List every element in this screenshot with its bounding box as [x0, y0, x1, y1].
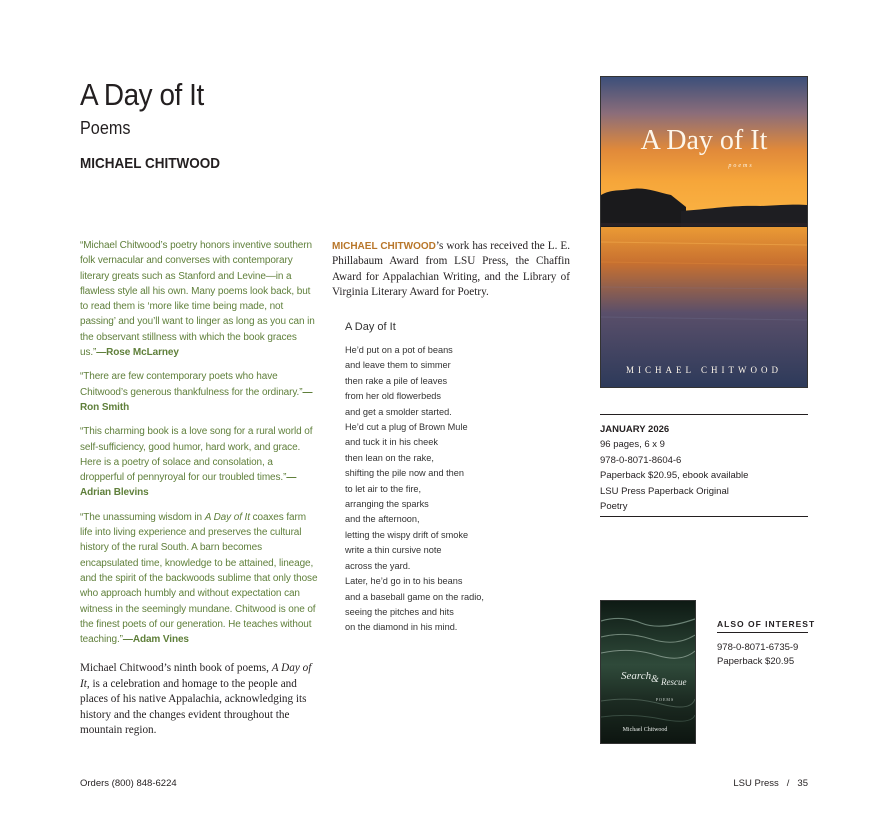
poem-title: A Day of It: [345, 321, 396, 333]
related-cover-amp: &: [651, 674, 659, 685]
poem-line: from her old flowerbeds: [345, 391, 442, 402]
book-cover: [600, 76, 808, 388]
author-bio: MICHAEL CHITWOOD’s work has received the L. E. Phillabaum Award from LSU Press, the Chaffin Award for Appalachian Writing, and the Library of Virginia Literary Award for Poetry.: [332, 240, 570, 299]
poem-line: seeing the pitches and hits: [345, 606, 454, 617]
poem-line: He’d put on a pot of beans: [345, 345, 453, 355]
poem-line: shifting the pile now and then: [345, 468, 465, 479]
related-cover-title-b: Rescue: [661, 677, 687, 687]
book-author: MICHAEL CHITWOOD: [80, 155, 220, 172]
details-bottom-rule: [600, 516, 808, 517]
pub-month: JANUARY 2026: [600, 424, 670, 435]
poem-line: write a thin cursive note: [345, 545, 442, 556]
detail-price: Paperback $20.95, ebook available: [600, 470, 749, 482]
book-subtitle: Poems: [80, 118, 131, 138]
related-book-cover: [600, 600, 696, 744]
related-cover-author: Michael Chitwood: [622, 727, 668, 733]
detail-edition: LSU Press Paperback Original: [600, 485, 729, 497]
book-description: Michael Chitwood’s ninth book of poems, A Day of It, is a celebration and homage to the people and places of his native Appalachia, acknowledging its history and the changes evident throughout the mountain region.: [80, 662, 312, 737]
page-number: 35: [797, 778, 808, 789]
poem-line: arranging the sparks: [345, 499, 429, 510]
footer-separator: /: [786, 778, 790, 789]
poem-line: He’d cut a plug of Brown Mule: [345, 422, 468, 433]
orders-phone: Orders (800) 848-6224: [80, 778, 177, 789]
also-of-interest-rule: [717, 632, 808, 633]
poem-excerpt: [345, 343, 484, 636]
poem-line: and leave them to simmer: [345, 360, 451, 371]
cover-title: A Day of It: [640, 125, 768, 156]
blurb-mclarney: “Michael Chitwood’s poetry honors inventive southern folk vernacular and converses with contemporary literary greats such as Stanford and Levine—in a flawless style all his own. Many poems look back, but to read them is ‘more like time being made, not passing’ and you’ll want to linger as long as you can in the observant stillness with which the book graces us.”—Rose McLarney: [80, 240, 315, 359]
book-details: [600, 422, 748, 514]
footer-publisher-page: [720, 778, 808, 789]
poem-line: and the afternoon,: [345, 514, 420, 525]
also-of-interest-label: ALSO OF INTEREST: [717, 619, 816, 629]
related-cover-sub: POEMS: [655, 697, 675, 702]
poem-line: and get a smolder started.: [345, 406, 452, 417]
detail-pages: 96 pages, 6 x 9: [600, 439, 665, 451]
poem-line: across the yard.: [345, 560, 411, 571]
poem-line: and a baseball game on the radio,: [345, 591, 484, 602]
also-of-interest-info: [717, 641, 798, 668]
cover-author: MICHAEL CHITWOOD: [626, 365, 782, 375]
blurb-smith: “There are few contemporary poets who have Chitwood’s generous thankfulness for the ordinary.”—Ron Smith: [80, 371, 313, 413]
poem-line: then rake a pile of leaves: [345, 375, 448, 386]
related-cover-title-a: Search: [621, 670, 652, 682]
poem-line: then lean on the rake,: [345, 452, 434, 463]
blurbs-column: [80, 238, 318, 738]
related-price: Paperback $20.95: [717, 655, 795, 667]
book-title: A Day of It: [80, 77, 204, 112]
blurb-blevins: “This charming book is a love song for a rural world of self-sufficiency, good humor, hard work, and grace. Here is a poetry of solace and consolation, a dropperful of pennyroyal for our troubled times.”—Adrian Blevins: [80, 426, 313, 499]
cover-subtitle: poems: [728, 163, 754, 169]
footer-publisher: LSU Press: [733, 778, 779, 789]
details-top-rule: [600, 414, 808, 415]
poem-line: letting the wispy drift of smoke: [345, 529, 469, 540]
poem-line: to let air to the fire,: [345, 483, 422, 494]
blurb-vines: “The unassuming wisdom in A Day of It coaxes farm life into living experience and preserves the cultural history of the rural South. A barn becomes encapsulated time, knowledge to be attained, lineage, and the spirit of the backwoods sublime that only those who approach humbly and without expectation can witness in the seemingly mundane. Chitwood is one of the finest poets of our generation. He teaches without teaching.”—Adam Vines: [80, 511, 318, 646]
detail-isbn: 978-0-8071-8604-6: [600, 454, 682, 466]
poem-line: Later, he’d go in to his beans: [345, 576, 463, 587]
poem-line: on the diamond in his mind.: [345, 622, 458, 633]
detail-category: Poetry: [600, 501, 628, 513]
poem-line: and tuck it in his cheek: [345, 437, 438, 448]
related-isbn: 978-0-8071-6735-9: [717, 642, 799, 653]
